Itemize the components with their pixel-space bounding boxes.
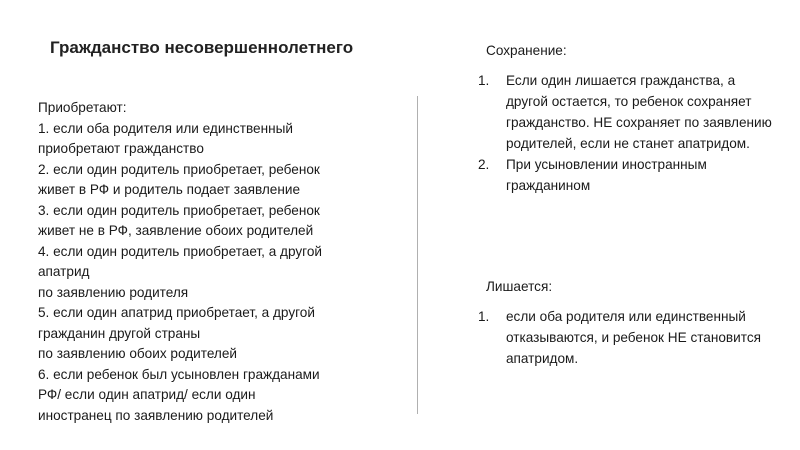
list-item-text: Если один лишается гражданства, а другой остается, то ребенок сохраняет гражданство. НЕ сохраняет по заявлению родителей, если не станет апатридом. (506, 73, 772, 151)
acquisition-line: по заявлению обоих родителей (38, 346, 238, 361)
deprivation-list (476, 306, 776, 369)
acquisition-line: живет не в РФ, заявление обоих родителей (38, 223, 314, 238)
list-item-number: 1. (478, 309, 490, 324)
acquisition-line: гражданин другой страны (38, 325, 201, 341)
acquisition-heading: Приобретают: (38, 100, 127, 115)
list-item (476, 306, 776, 369)
acquisition-line: апатрид (38, 264, 90, 279)
preservation-heading: Сохранение: (486, 43, 567, 58)
list-item-text: если оба родителя или единственный отказываются, и ребенок НЕ становится апатридом. (506, 309, 761, 366)
acquisition-line: 1. если оба родителя или единственный (38, 120, 293, 136)
deprivation-section (476, 276, 776, 369)
deprivation-heading: Лишается: (486, 279, 553, 294)
page-title: Гражданство несовершеннолетнего (50, 38, 354, 57)
acquisition-line: РФ/ если один апатрид/ если один (38, 387, 256, 402)
acquisition-line: 4. если один родитель приобретает, а другой (38, 243, 322, 259)
acquisition-line: 3. если один родитель приобретает, ребенок (38, 202, 320, 218)
list-item-number: 2. (478, 157, 490, 172)
list-item (476, 154, 776, 196)
preservation-list (476, 70, 776, 196)
acquisition-line: 5. если один апатрид приобретает, а другой (38, 305, 315, 320)
acquisition-line: иностранец по заявлению родителей (38, 407, 274, 423)
acquisition-line: 6. если ребенок был усыновлен гражданами (38, 366, 320, 382)
list-item-text: При усыновлении иностранным гражданином (506, 157, 707, 193)
acquisition-line: по заявлению родителя (38, 284, 189, 300)
acquisition-line: живет в РФ и родитель подает заявление (38, 182, 301, 197)
list-item (476, 70, 776, 154)
list-item-number: 1. (478, 73, 490, 88)
preservation-section (476, 40, 776, 196)
acquisition-line: 2. если один родитель приобретает, ребенок (38, 161, 320, 177)
vertical-divider (417, 96, 418, 414)
acquisition-section (38, 98, 388, 426)
acquisition-line: приобретают гражданство (38, 141, 204, 156)
